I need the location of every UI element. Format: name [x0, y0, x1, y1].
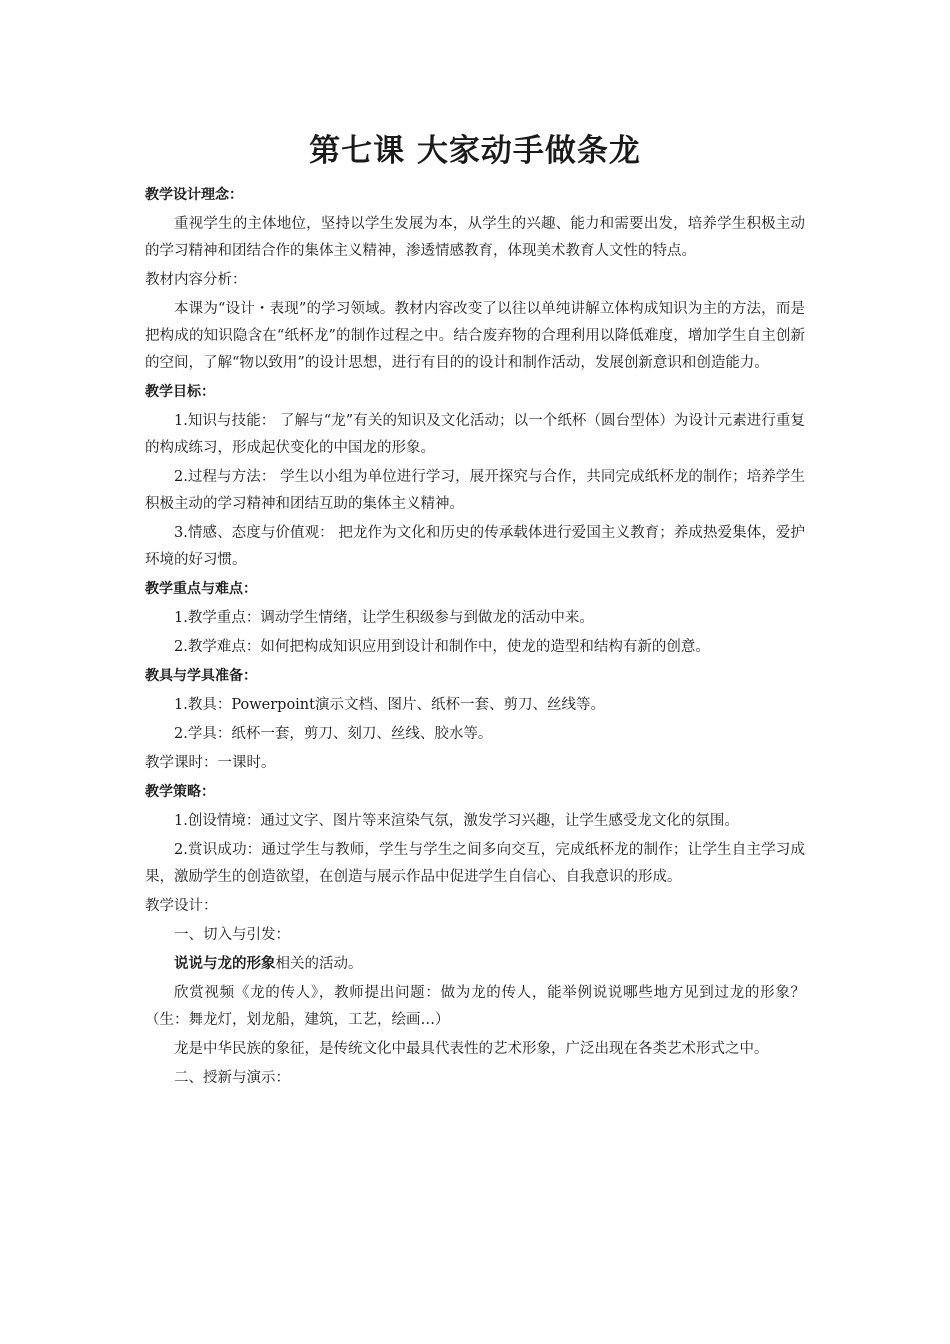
- tools-student: 2.学具：纸杯一套，剪刀、刻刀、丝线、胶水等。: [174, 726, 493, 742]
- tools-heading: 教具与学具准备：: [145, 668, 257, 684]
- strategy-situation: 1.创设情境：通过文字、图片等来渲染气氛，激发学习兴趣，让学生感受龙文化的氛围。: [174, 813, 739, 829]
- design-heading: 教学设计：: [145, 898, 218, 914]
- concept-heading: 教学设计理念：: [145, 187, 243, 203]
- page-title: 第七课 大家动手做条龙: [309, 133, 641, 169]
- class-hours: 教学课时：一课时。: [145, 755, 276, 771]
- keypoint-focus: 1.教学重点：调动学生情绪，让学生积级参与到做龙的活动中来。: [174, 610, 594, 626]
- step-two: 二、授新与演示：: [174, 1070, 290, 1086]
- analysis-body: 本课为“设计・表现”的学习领域。教材内容改变了以往以单纯讲解立体构成知识为主的方法，而是把构成的知识隐含在“纸杯龙”的制作过程之中。结合废弃物的合理利用以降低难度，增加学生自主创新的空间，了解“物以致用”的设计思想，进行有目的的设计和制作活动，发展创新意识和创造能力。: [145, 301, 805, 371]
- step-one-activity: [145, 951, 805, 978]
- keypoints-heading: 教学重点与难点：: [145, 581, 257, 597]
- tools-teacher: 1.教具：Powerpoint演示文档、图片、纸杯一套、剪刀、丝线等。: [174, 697, 605, 713]
- goal-knowledge: 1.知识与技能： 了解与“龙”有关的知识及文化活动；以一个纸杯（圆台型体）为设计元素进行重复的构成练习，形成起伏变化的中国龙的形象。: [145, 413, 805, 456]
- goals-heading: 教学目标：: [145, 384, 215, 400]
- step-one-activity-rest: 相关的活动。: [275, 956, 363, 972]
- dragon-symbol: 龙是中华民族的象征，是传统文化中最具代表性的艺术形象，广泛出现在各类艺术形式之中。: [174, 1041, 769, 1057]
- step-one: 一、切入与引发：: [174, 927, 290, 943]
- concept-body: 重视学生的主体地位，坚持以学生发展为本，从学生的兴趣、能力和需要出发，培养学生积极主动的学习精神和团结合作的集体主义精神，渗透情感教育，体现美术教育人文性的特点。: [145, 216, 805, 259]
- document-page: [145, 128, 805, 1094]
- analysis-heading: 教材内容分析：: [145, 272, 247, 288]
- video-question: 欣赏视频《龙的传人》，教师提出问题：做为龙的传人，能举例说说哪些地方见到过龙的形象？（生：舞龙灯，划龙船，建筑，工艺，绘画…）: [145, 985, 805, 1028]
- keypoint-difficulty: 2.教学难点：如何把构成知识应用到设计和制作中，使龙的造型和结构有新的创意。: [174, 639, 710, 655]
- strategy-appreciation: 2.赏识成功：通过学生与教师，学生与学生之间多向交互，完成纸杯龙的制作；让学生自主学习成果，激励学生的创造欲望，在创造与展示作品中促进学生自信心、自我意识的形成。: [145, 842, 805, 885]
- goal-process: 2.过程与方法： 学生以小组为单位进行学习，展开探究与合作，共同完成纸杯龙的制作；培养学生积极主动的学习精神和团结互助的集体主义精神。: [145, 469, 805, 512]
- step-one-activity-bold: 说说与龙的形象: [174, 956, 276, 972]
- strategy-heading: 教学策略：: [145, 784, 215, 800]
- goal-emotion: 3.情感、态度与价值观： 把龙作为文化和历史的传承载体进行爱国主义教育；养成热爱集体，爱护环境的好习惯。: [145, 525, 805, 568]
